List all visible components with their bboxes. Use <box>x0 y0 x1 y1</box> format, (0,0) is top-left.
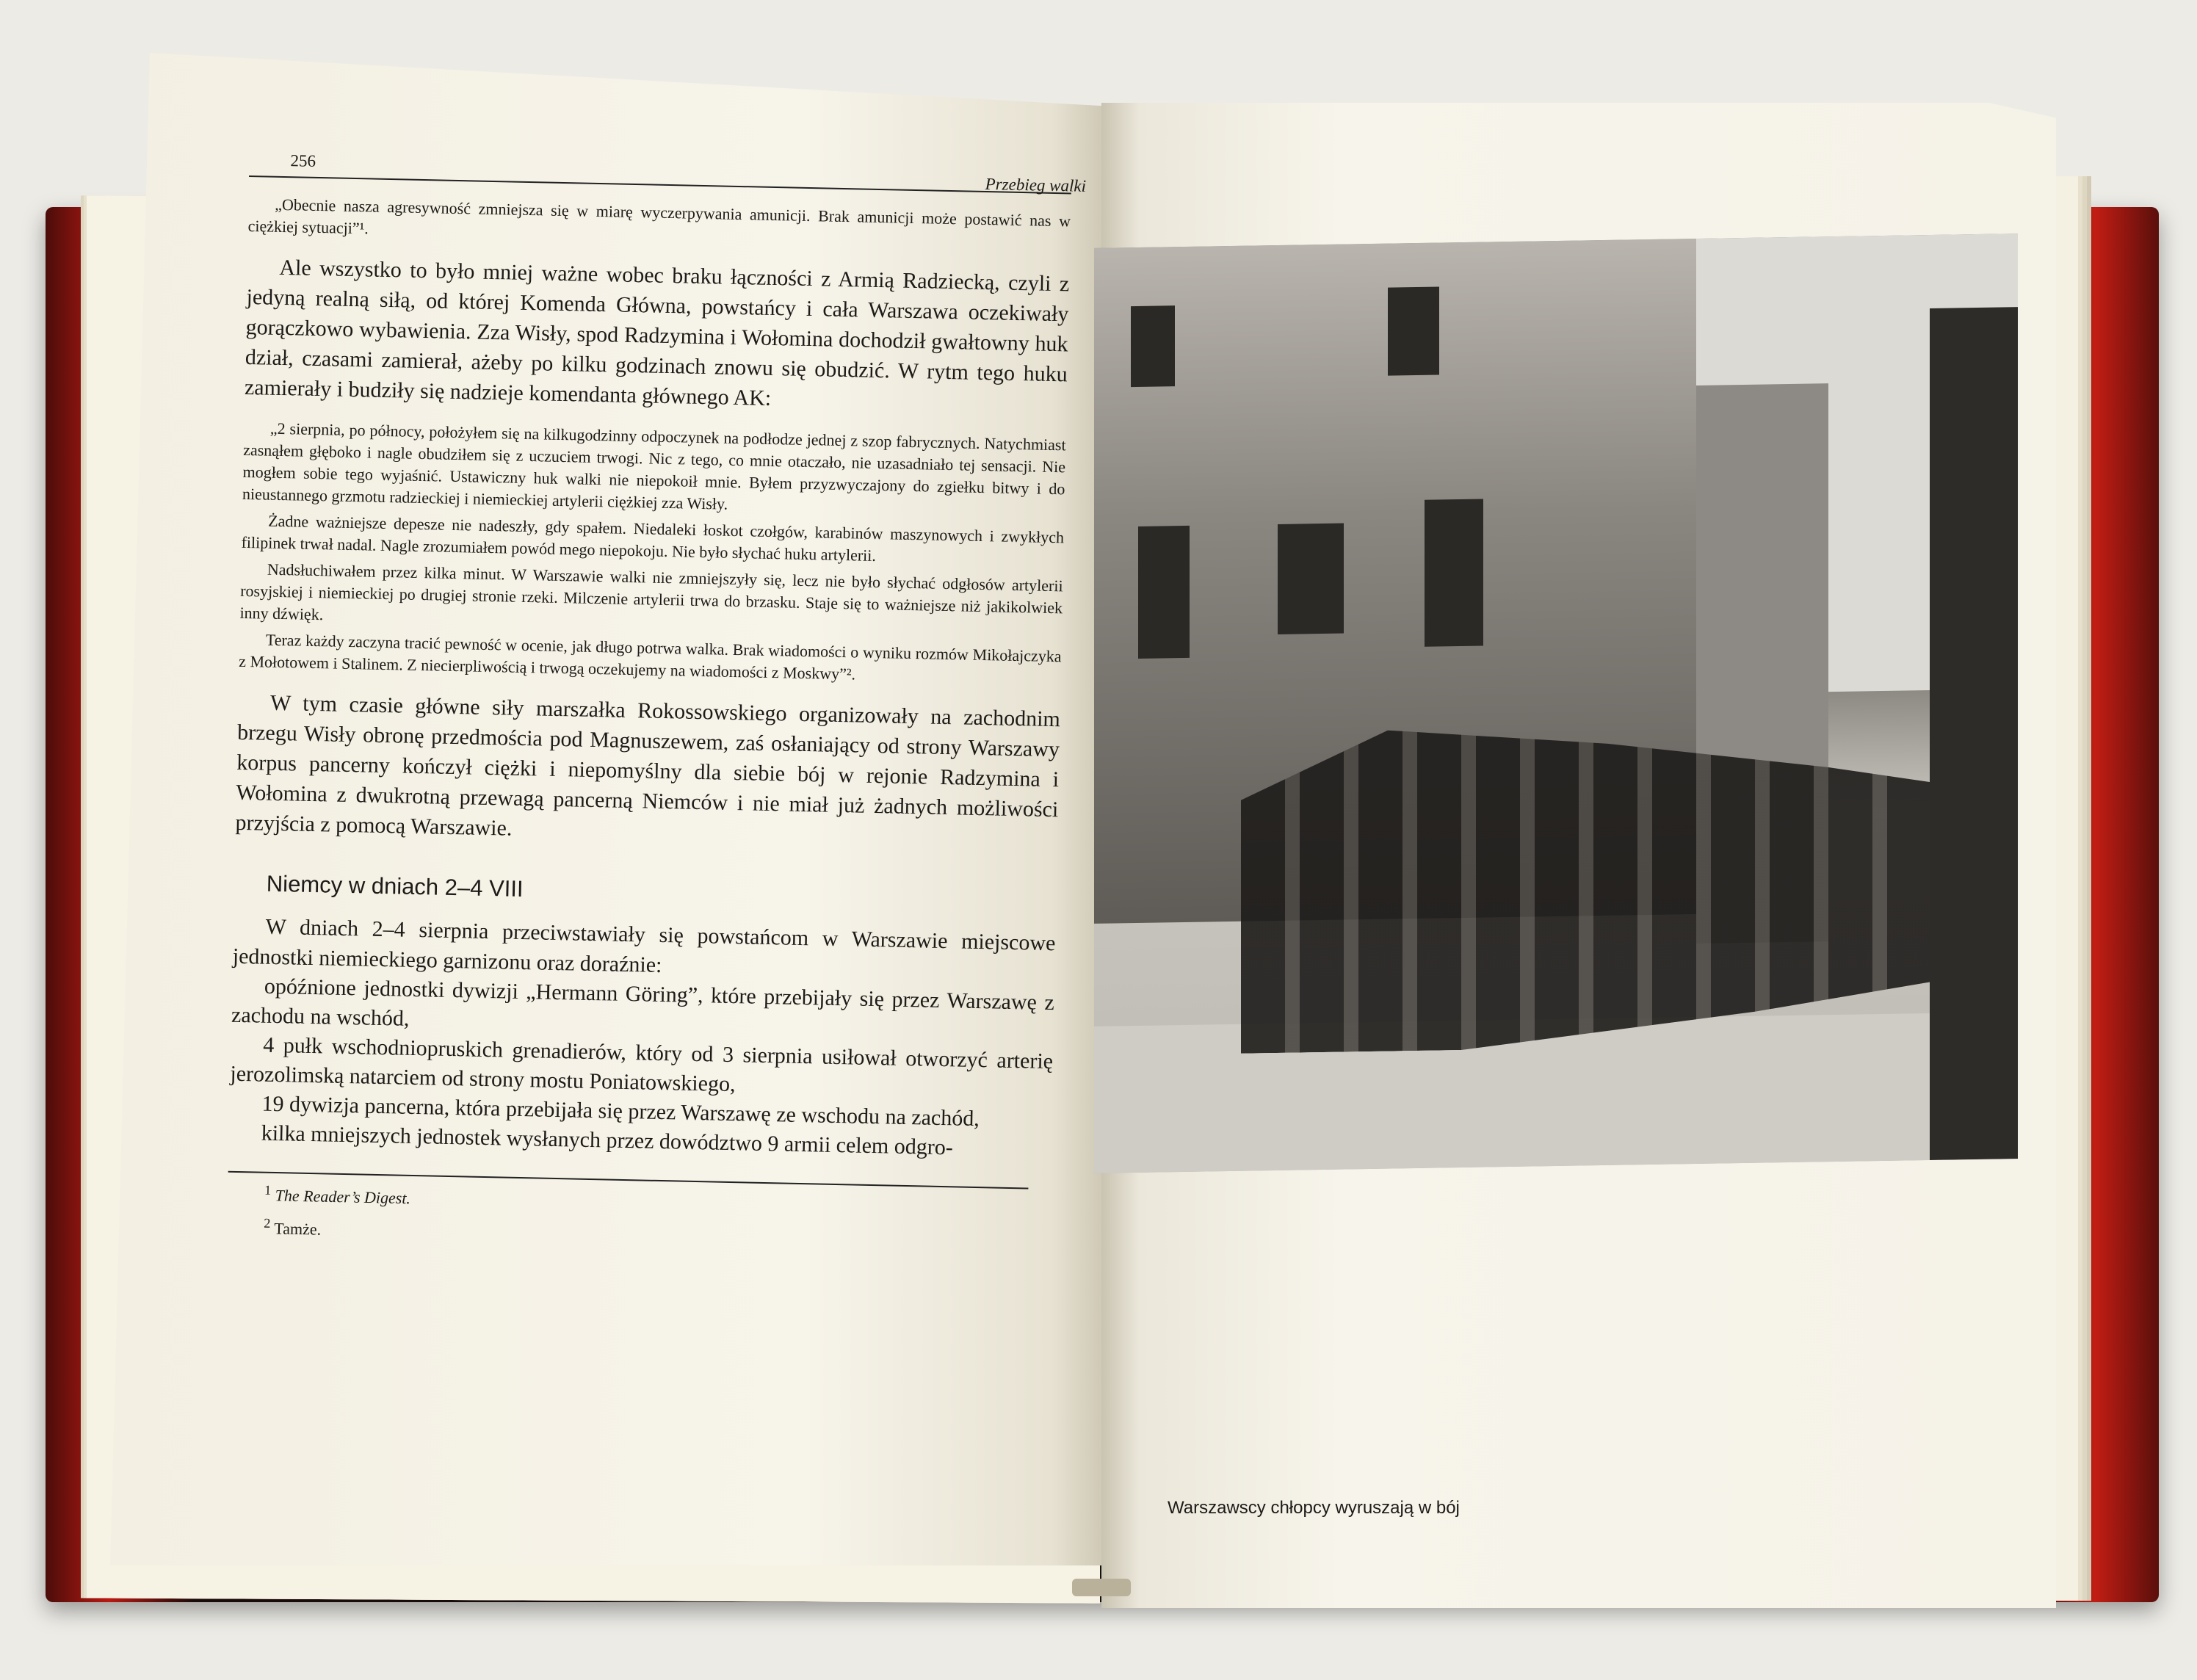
paragraph-1: Ale wszystko to było mniej ważne wobec braku łączności z Armią Radziecką, czyli z jedyną realną siłą, od której Komenda Główna, powstańcy i cała Warszawa oczekiwały gorączkowo wybawienia. Zza Wisły, spod Radzymina i Wołomina dochodził gwałtowny huk dział, czasami zamierał, ażeby po kilku godzinach znowu się obudzić. W rytm tego huku zamierały i budziły się nadzieje komendanta głównego AK: <box>244 255 1070 410</box>
running-head-title: Przebieg walki <box>985 174 1087 195</box>
photo-window <box>1278 524 1344 634</box>
page-number: 256 <box>290 151 316 170</box>
photo-caption: Warszawscy chłopcy wyruszają w bój <box>1168 1498 1460 1518</box>
footnote-2-text: Tamże. <box>274 1219 322 1239</box>
quote-2: „2 sierpnia, po północy, położyłem się na kilkugodzinny odpoczynek na podłodze jednej z szop fabrycznych. Natychmiast zasnąłem głęboko i nagle obudziłem się z uczuciem trwogi. Nic z tego, co mnie otaczało, nie uzasadniało tej sensacji. Nie mogłem sobie tego wyjaśnić. Ustawiczny huk walki nie niepokoił mnie. Byłem przyzwyczajony do zgiełku bitwy i do nieustannego grzmotu radzieckiej i niemieckiej artylerii ciężkiej zza Wisły. <box>242 419 1066 513</box>
quote-1: „Obecnie nasza agresywność zmniejsza się w miarę wyczerpywania amunicji. Brak amunicji może postawić nas w ciężkiej sytuacji”¹. <box>247 195 1071 238</box>
list-item: 19 dywizja pancerna, która przebijała się przez Warszawę ze wschodu na zachód, <box>261 1091 980 1132</box>
list-item: 4 pułk wschodniopruskich grenadierów, który od 3 sierpnia usiłował otworzyć arterię jerozolimską natarciem od strony mostu Poniatowskiego, <box>230 1032 1054 1097</box>
quote-4: Nadsłuchiwałem przez kilka minut. W Warszawie walki nie zmniejszyły się, lecz nie było słychać odgłosów artylerii rosyjskiej i niemieckiej po drugiej stronie rzeki. Milczenie artylerii trwa do brzasku. Staje się to ważniejsze niż jakikolwiek inny dźwięk. <box>239 560 1063 624</box>
list-item: kilka mniejszych jednostek wysłanych przez dowództwo 9 armii celem odgro- <box>261 1120 954 1160</box>
photo-window <box>1131 305 1175 387</box>
quote-3: Żadne ważniejsze depesze nie nadeszły, gdy spałem. Niedaleki łoskot czołgów, karabinów maszynowych i zwykłych filipinek trwał nadal. Nagle zrozumiałem powód mego niepokoju. Nie było słychać huku artylerii. <box>241 511 1065 565</box>
marching-soldiers-photo <box>1094 233 2018 1173</box>
photo-edge-strip <box>1930 307 2018 1160</box>
paragraph-3: W dniach 2–4 sierpnia przeciwstawiały się powstańcom w Warszawie miejscowe jednostki niemieckiego garnizonu oraz doraźnie: <box>232 914 1056 978</box>
footnote-1-number: 1 <box>264 1182 272 1198</box>
photo-window <box>1138 526 1190 659</box>
left-page-text <box>227 143 1087 1256</box>
photo-window <box>1388 286 1439 375</box>
list-item: opóźnione jednostki dywizji „Hermann Göring”, które przebijały się przez Warszawę z zachodu na wschód, <box>231 974 1055 1031</box>
paragraph-2: W tym czasie główne siły marszałka Rokossowskiego organizowały na zachodnim brzegu Wisły obronę przedmościa pod Magnuszewem, zaś osłaniający od strony Warszawy korpus pancerny kończył ciężki i niepomyślny dla siebie bój w rejonie Radzymina i Wołomina z dwukrotną przewagą pancerną Niemców i nie miał już żadnych możliwości przyjścia z pomocą Warszawie. <box>235 690 1061 841</box>
section-title: Niemcy w dniach 2–4 VIII <box>266 870 524 902</box>
photo-window <box>1425 499 1483 647</box>
book-spine <box>1072 1579 1131 1596</box>
footnote-2-number: 2 <box>263 1216 271 1231</box>
quote-5: Teraz każdy zaczyna tracić pewność w ocenie, jak długo potrwa walka. Brak wiadomości o wyniku rozmów Mikołajczyka z Mołotowem i Stalinem. Z niecierpliwością i trwogą oczekujemy na wiadomości z Moskwy”². <box>238 630 1062 684</box>
footnote-1-text: The Reader’s Digest. <box>275 1186 411 1208</box>
photo-marching-column <box>1241 704 1975 1054</box>
